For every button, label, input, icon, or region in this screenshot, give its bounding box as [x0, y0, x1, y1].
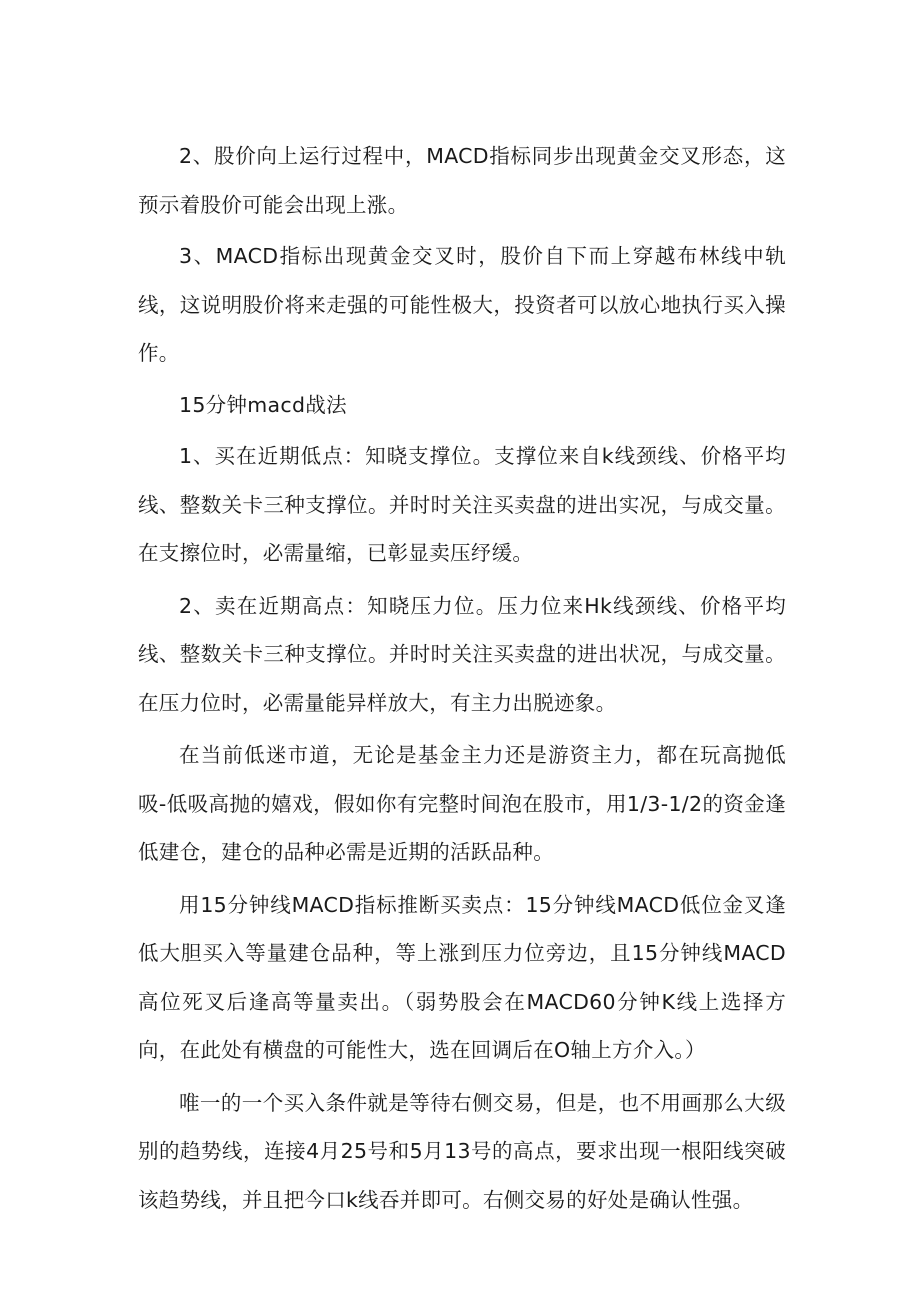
- paragraph-point-2-golden-cross: 2、股价向上运行过程中，MACD指标同步出现黄金交叉形态，这预示着股价可能会出现上涨。: [138, 144, 786, 217]
- paragraph-buy-at-low: 1、买在近期低点：知晓支撑位。支撑位来自k线颈线、价格平均线、整数关卡三种支撑位。并时时关注买卖盘的进出实况，与成交量。在支擦位时，必需量缩，已彰显卖压纾缓。: [138, 444, 786, 565]
- paragraph-15min-macd-signals: 用15分钟线MACD指标推断买卖点：15分钟线MACD低位金叉逢低大胆买入等量建仓品种，等上涨到压力位旁边，且15分钟线MACD高位死叉后逢高等量卖出。（弱势股会在MACD60分钟K线上选择方向，在此处有横盘的可能性大，选在回调后在O轴上方介入。）: [138, 892, 786, 1062]
- section-heading-15min-macd: 15分钟macd战法: [179, 392, 347, 417]
- document-body: [138, 132, 786, 1224]
- paragraph-sell-at-high: 2、卖在近期高点：知晓压力位。压力位来Hk线颈线、价格平均线、整数关卡三种支撑位。并时时关注买卖盘的进出状况，与成交量。在压力位时，必需量能异样放大，有主力出脱迹象。: [138, 593, 786, 715]
- paragraph-right-side-trading: 唯一的一个买入条件就是等待右侧交易，但是，也不用画那么大级别的趋势线，连接4月25号和5月13号的高点，要求出现一根阳线突破该趋势线，并且把今口k线吞并即可。右侧交易的好处是确认性强。: [138, 1090, 786, 1212]
- paragraph-point-3-bollinger: 3、MACD指标出现黄金交叉时，股价自下而上穿越布林线中轨线，这说明股价将来走强的可能性极大，投资者可以放心地执行买入操作。: [138, 244, 786, 365]
- paragraph-market-strategy: 在当前低迷市道，无论是基金主力还是游资主力，都在玩高抛低吸-低吸高抛的嬉戏，假如你有完整时间泡在股市，用1/3-1/2的资金逢低建仓，建仓的品种必需是近期的活跃品种。: [138, 743, 786, 864]
